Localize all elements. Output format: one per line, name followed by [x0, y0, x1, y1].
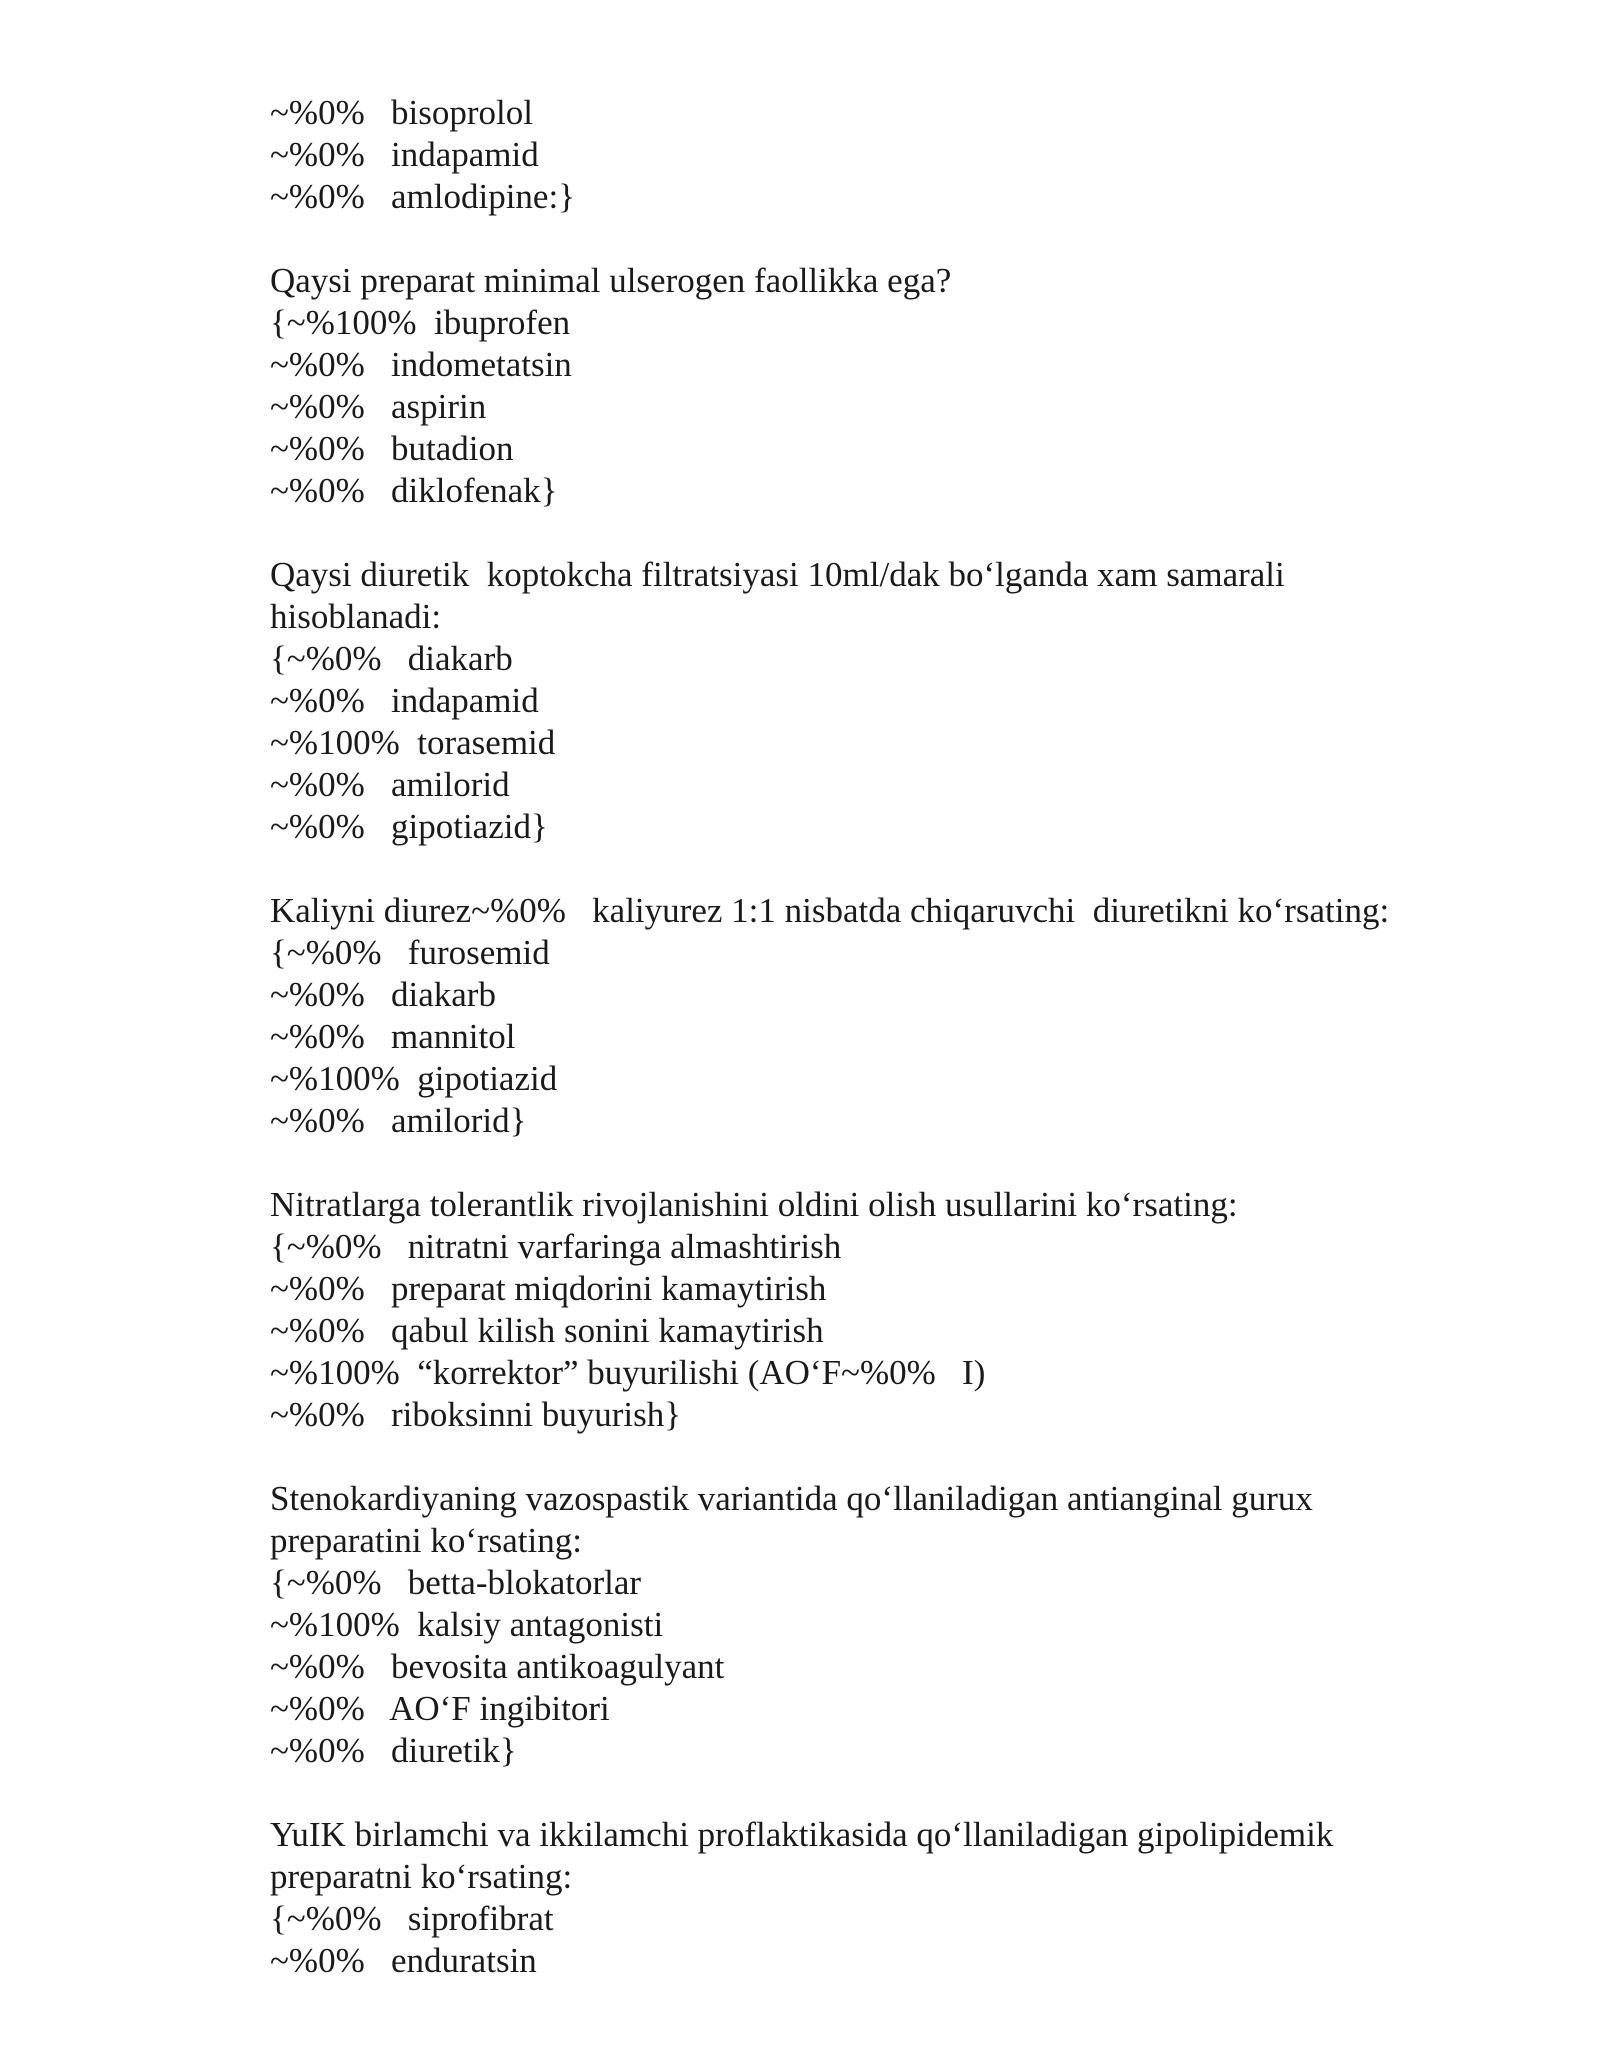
answer-option: ~%0% indometatsin — [270, 345, 572, 384]
question-block — [270, 1184, 1460, 1436]
question-block-continuation — [270, 92, 1460, 218]
question-block — [270, 890, 1460, 1142]
answer-option: ~%100% gipotiazid — [270, 1059, 558, 1098]
spacer — [270, 1142, 1460, 1184]
spacer — [270, 1436, 1460, 1478]
question-block — [270, 554, 1460, 848]
answer-option: {~%0% furosemid — [270, 933, 550, 972]
spacer — [270, 218, 1460, 260]
question-block — [270, 1814, 1460, 1982]
answer-option: ~%0% preparat miqdorini kamaytirish — [270, 1269, 827, 1308]
question-text: hisoblanadi: — [270, 597, 442, 636]
answer-option: ~%0% indapamid — [270, 681, 539, 720]
answer-option: {~%100% ibuprofen — [270, 303, 571, 342]
question-text: YuIK birlamchi va ikkilamchi proflaktikasida qo‘llaniladigan gipolipidemik — [270, 1815, 1334, 1854]
spacer — [270, 848, 1460, 890]
question-text: preparatini ko‘rsating: — [270, 1521, 582, 1560]
answer-option: ~%0% butadion — [270, 429, 514, 468]
question-text: Qaysi diuretik koptokcha filtratsiyasi 10ml/dak bo‘lganda xam samarali — [270, 555, 1285, 594]
answer-option: ~%0% riboksinni buyurish} — [270, 1395, 681, 1434]
answer-option: ~%0% indapamid — [270, 135, 539, 174]
spacer — [270, 1772, 1460, 1814]
answer-option: ~%0% diklofenak} — [270, 471, 558, 510]
spacer — [270, 512, 1460, 554]
answer-option: ~%0% bisoprolol — [270, 93, 533, 132]
document-page — [270, 92, 1460, 1982]
answer-option: ~%0% gipotiazid} — [270, 807, 548, 846]
answer-option: ~%0% amlodipine:} — [270, 177, 575, 216]
answer-option: ~%100% kalsiy antagonisti — [270, 1605, 664, 1644]
question-block — [270, 1478, 1460, 1772]
question-text: Kaliyni diurez~%0% kaliyurez 1:1 nisbatda chiqaruvchi diuretikni ko‘rsating: — [270, 891, 1390, 930]
answer-option: {~%0% nitratni varfaringa almashtirish — [270, 1227, 842, 1266]
question-text: preparatni ko‘rsating: — [270, 1857, 573, 1896]
answer-option: ~%0% amilorid — [270, 765, 510, 804]
answer-option: ~%0% enduratsin — [270, 1941, 537, 1980]
answer-option: ~%0% diakarb — [270, 975, 496, 1014]
answer-option: ~%0% mannitol — [270, 1017, 516, 1056]
question-block — [270, 260, 1460, 512]
answer-option: ~%0% amilorid} — [270, 1101, 527, 1140]
answer-option: ~%100% “korrektor” buyurilishi (AO‘F~%0% I) — [270, 1353, 986, 1392]
answer-option: ~%0% diuretik} — [270, 1731, 517, 1770]
question-text: Qaysi preparat minimal ulserogen faollikka ega? — [270, 261, 952, 300]
answer-option: {~%0% betta-blokatorlar — [270, 1563, 642, 1602]
answer-option: ~%0% bevosita antikoagulyant — [270, 1647, 725, 1686]
answer-option: ~%0% aspirin — [270, 387, 487, 426]
answer-option: {~%0% diakarb — [270, 639, 513, 678]
answer-option: ~%100% torasemid — [270, 723, 556, 762]
answer-option: {~%0% siprofibrat — [270, 1899, 554, 1938]
question-text: Stenokardiyaning vazospastik variantida qo‘llaniladigan antianginal gurux — [270, 1479, 1313, 1518]
question-text: Nitratlarga tolerantlik rivojlanishini oldini olish usullarini ko‘rsating: — [270, 1185, 1238, 1224]
answer-option: ~%0% AO‘F ingibitori — [270, 1689, 610, 1728]
answer-option: ~%0% qabul kilish sonini kamaytirish — [270, 1311, 824, 1350]
